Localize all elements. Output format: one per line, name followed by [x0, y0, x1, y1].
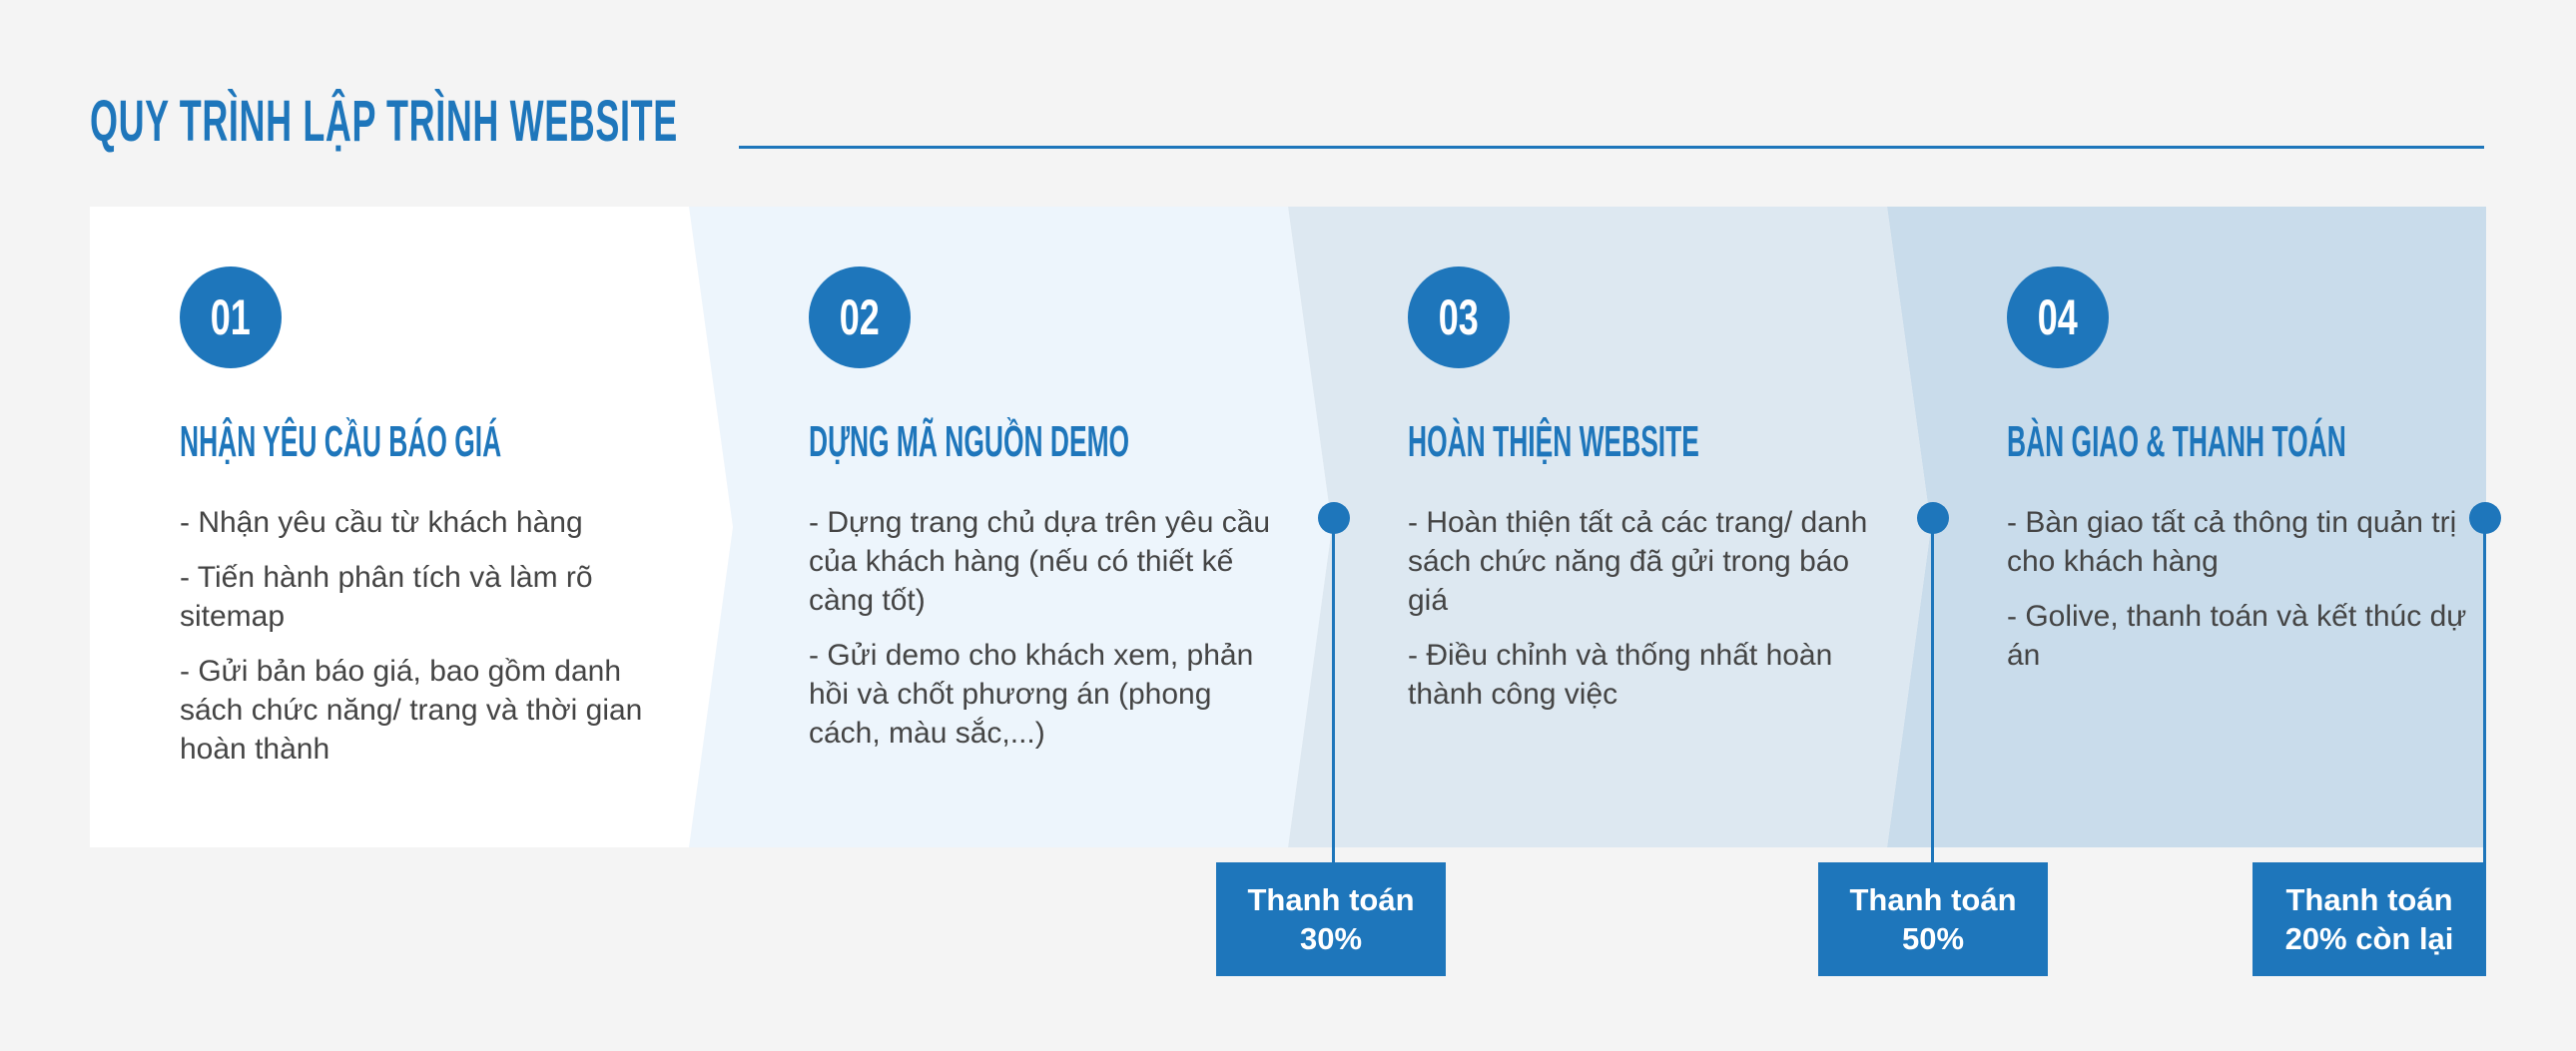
payment-box [1818, 862, 2048, 976]
step-items [1408, 503, 1877, 730]
step-number-badge: 03 [1408, 266, 1510, 368]
step-item: - Điều chỉnh và thống nhất hoàn thành công việc [1408, 639, 1833, 711]
step-title: HOÀN THIỆN WEBSITE [1408, 417, 1699, 466]
step-items [2007, 503, 2476, 691]
step-item: - Tiến hành phân tích và làm rõ sitemap [180, 561, 593, 633]
step-item: - Gửi demo cho khách xem, phản hồi và chốt phương án (phong cách, màu sắc,...) [809, 639, 1254, 750]
payment-label: Thanh toán [1247, 882, 1415, 917]
step-title: BÀN GIAO & THANH TOÁN [2007, 417, 2346, 466]
step-item: - Bàn giao tất cả thông tin quản trị cho khách hàng [2007, 506, 2457, 578]
step-item: - Dựng trang chủ dựa trên yêu cầu của khách hàng (nếu có thiết kế càng tốt) [809, 506, 1271, 617]
milestone-connector [1931, 518, 1934, 862]
step-item: - Hoàn thiện tất cả các trang/ danh sách chức năng đã gửi trong báo giá [1408, 506, 1868, 617]
step-items [809, 503, 1278, 769]
milestone-connector [2483, 518, 2486, 862]
milestone-connector [1332, 518, 1335, 862]
payment-amount: 30% [1299, 921, 1363, 956]
step-items [180, 503, 649, 785]
step-title: DỰNG MÃ NGUỒN DEMO [809, 417, 1130, 466]
step-item: - Gửi bản báo giá, bao gồm danh sách chức năng/ trang và thời gian hoàn thành [180, 655, 643, 766]
step-title: NHẬN YÊU CẦU BÁO GIÁ [180, 417, 502, 466]
payment-box [2253, 862, 2486, 976]
step-number-badge: 02 [809, 266, 911, 368]
payment-label: Thanh toán [2285, 882, 2453, 917]
payment-label: Thanh toán [1849, 882, 2017, 917]
step-item: - Nhận yêu cầu từ khách hàng [180, 506, 583, 539]
payment-amount: 50% [1901, 921, 1965, 956]
step-number-badge: 04 [2007, 266, 2109, 368]
step-item: - Golive, thanh toán và kết thúc dự án [2007, 600, 2467, 672]
payment-amount: 20% còn lại [2284, 921, 2454, 956]
page-title: QUY TRÌNH LẬP TRÌNH WEBSITE [90, 89, 678, 154]
step-number-badge: 01 [180, 266, 282, 368]
payment-box [1216, 862, 1446, 976]
